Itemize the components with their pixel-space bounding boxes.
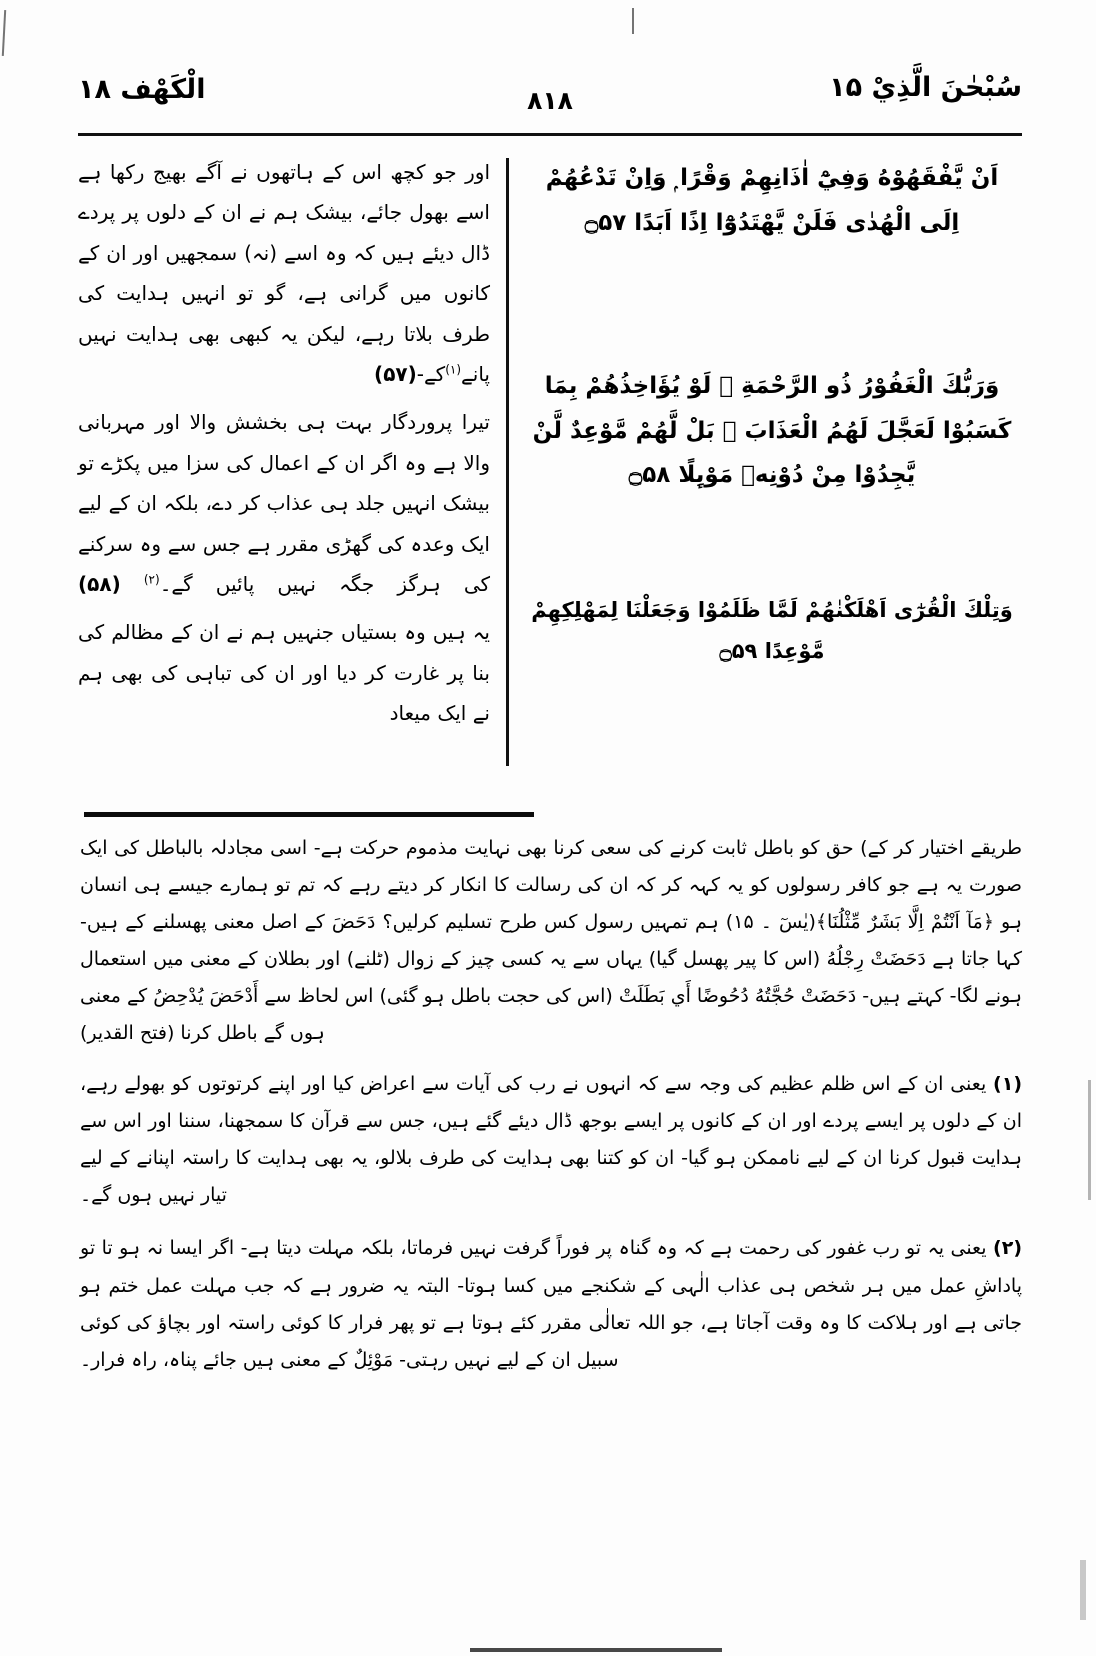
ayah-59: وَتِلْكَ الْقُرٰٓى اَهْلَكْنٰهُمْ لَمَّا ظَلَمُوْا وَجَعَلْنَا لِمَهْلِكِهِمْ مَّوْعِدًا ۝۵۹: [531, 598, 1013, 664]
footnote-1-text: یعنی ان کے اس ظلم عظیم کی وجہ سے کہ انہوں نے رب کی آیات سے اعراض کیا اور اپنے کرتوتوں کو بھولے رہے، ان کے دلوں پر ایسے پردے اور ان کے کانوں پر ایسے بوجھ ڈال دیئے گئے ہیں، جس سے قرآن کا سمجھنا، سننا اور اس سے ہدایت قبول کرنا ان کے لیے ناممکن ہو گیا- ان کو کتنا بھی ہدایت کی طرف بلالو، یہ بھی ہدایت کا راستہ اپنانے کے لیے تیار نہیں ہوں گے۔: [80, 1073, 1022, 1207]
para-heading: [829, 72, 1022, 103]
page-header: [78, 72, 1022, 132]
verse-number-58: (۵۸): [78, 571, 121, 596]
scan-artifact-right: [1088, 1080, 1091, 1200]
ayah-57: اَنْ يَّفْقَهُوْهُ وَفِيْٓ اٰذَانِهِمْ وَقْرًا ۭ وَاِنْ تَدْعُهُمْ اِلَى الْهُدٰى فَلَنْ يَّهْتَدُوْٓا اِذًا اَبَدًا ۝۵۷: [545, 165, 999, 236]
translation-block-57: [78, 152, 490, 394]
translation-text-59: یہ ہیں وہ بستیاں جنہیں ہم نے ان کے مظالم کی بنا پر غارت کر دیا اور ان کی تباہی کی بھی ہم نے ایک میعاد: [78, 620, 490, 726]
footnote-2-text: یعنی یہ تو رب غفور کی رحمت ہے کہ وہ گناہ پر فوراً گرفت نہیں فرماتا، بلکہ مہلت دیتا ہے- اگر ایسا نہ ہو تا تو پاداشِ عمل میں ہر شخص ہی عذاب الٰہی کے شکنجے میں کسا ہوتا- البتہ یہ ضرور ہے کہ جب مہلت عمل ختم ہو جاتی ہے اور ہلاکت کا وہ وقت آجاتا ہے، جو اللہ تعالٰی مقرر کئے ہوتا ہے تو پھر فرار کا کوئی راستہ اور بچاؤ کی کوئی سبیل ان کے لیے نہیں رہتی- مَوْئِلٌ کے معنی ہیں جائے پناہ، راہ فرار۔: [80, 1237, 1022, 1371]
urdu-translation-column: [78, 148, 490, 733]
translation-text-57: اور جو کچھ اس کے ہاتھوں نے آگے بھیج رکھا ہے اسے بھول جائے، بیشک ہم نے ان کے دلوں پر پردے ڈال دیئے ہیں کہ وہ اسے (نہ) سمجھیں اور ان کے کانوں میں گرانی ہے، گو تو انہیں ہدایت کی طرف بلاتا رہے، لیکن یہ کبھی بھی ہدایت نہیں پانے: [78, 160, 490, 386]
footnote-2-paragraph: [80, 1230, 1022, 1378]
page-number-wrap: [527, 86, 573, 115]
arabic-column: [522, 148, 1022, 672]
translation-tail-57: کے-: [416, 361, 446, 386]
footnote-1-paragraph: [80, 1066, 1022, 1214]
scan-artifact-corner: [1080, 1560, 1086, 1620]
verse-translation-area: [78, 148, 1022, 778]
tafsir-section: [80, 830, 1022, 1389]
column-divider: [506, 158, 509, 766]
translation-block-58: [78, 402, 490, 604]
page-number: ۸۱۸: [527, 86, 573, 115]
scan-artifact-top: [632, 8, 634, 34]
footer-rule: [470, 1648, 722, 1652]
tafsir-intro-paragraph: طریقے اختیار کر کے) حق کو باطل ثابت کرنے کی سعی کرنا بھی نہایت مذموم حرکت ہے- اسی مجادلہ بالباطل کی ایک صورت یہ ہے جو کافر رسولوں کو یہ کہہ کر کہ ان کی رسالت کا انکار کر دیتے رہے کہ تم تو ہمارے جیسے ہی انسان ہو ﴿مَآ اَنْتُمْ اِلَّا بَشَرٌ مِّثْلُنَا﴾(یٰسٓ ۔ ۱۵) ہم تمہیں رسول کس طرح تسلیم کرلیں؟ دَحَضَ کے اصل معنی پھسلنے کے ہیں- کہا جاتا ہے دَحَضَتْ رِجْلُهُ (اس کا پیر پھسل گیا) یہاں سے یہ کسی چیز کے زوال (ٹلنے) اور بطلان کے معنی میں استعمال ہونے لگا- کہتے ہیں- دَحَضَتْ حُجَّتُهُ دُحُوضًا أَي بَطَلَتْ (اس کی حجت باطل ہو گئی) اس لحاظ سے أَدْحَضَ يُدْحِضُ کے معنی ہوں گے باطل کرنا (فتح القدیر): [80, 837, 1022, 1045]
translation-text-58: تیرا پروردگار بہت ہی بخشش والا اور مہربانی والا ہے وہ اگر ان کے اعمال کی سزا میں پکڑے تو بیشک انہیں جلد ہی عذاب کر دے، بلکہ ان کے لیے ایک وعدہ کی گھڑی مقرر ہے جس سے وہ سرکنے کی ہرگز جگہ نہیں پائیں گے۔: [78, 410, 491, 596]
tafsir-separator-rule: [84, 812, 534, 817]
footnote-marker-2: (۲): [143, 572, 160, 587]
para-label: سُبْحٰنَ الَّذِيْ ۱۵: [829, 72, 1022, 103]
verse-number-57: (۵۷): [374, 361, 417, 386]
footnote-1-marker: (۱): [993, 1073, 1022, 1096]
scan-artifact-left: [2, 10, 6, 56]
surah-heading: [78, 74, 205, 105]
footnote-marker-1: (۱): [445, 362, 462, 377]
footnote-2-marker: (۲): [993, 1237, 1022, 1260]
ayah-58: وَرَبُّكَ الْغَفُوْرُ ذُو الرَّحْمَةِ ۭ لَوْ يُؤَاخِذُهُمْ بِمَا كَسَبُوْا لَعَجَّلَ لَهُمُ الْعَذَابَ ۭ بَلْ لَّهُمْ مَّوْعِدٌ لَّنْ يَّجِدُوْا مِنْ دُوْنِهٖ مَوْىِٕلًا ۝۵۸: [532, 372, 1012, 489]
header-rule: [78, 133, 1022, 136]
surah-label: الْكَهْف ۱۸: [78, 74, 206, 105]
translation-block-59: [78, 612, 490, 733]
